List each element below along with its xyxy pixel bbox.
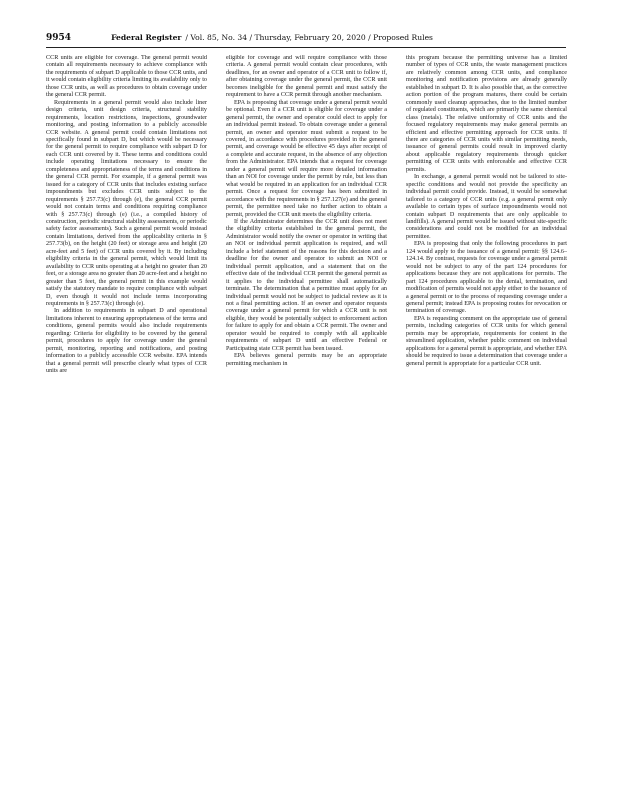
paragraph: EPA is proposing that coverage under a general permit would be optional. Even if a CCR unit is eligible for coverage under a general permit, the owner and operator could elect to apply for an individual permit instead. To obtain coverage under a general permit, an owner and operator must submit a request to be covered, in accordance with procedures provided in the general permit, and coverage would be effective 45 days after receipt of a complete and accurate request, in the absence of any objection from the Administrator. EPA intends that a request for coverage under a general permit will require more detailed information than an NOI for coverage under the permit by rule, but less than what would be required in an application for an individual CCR permit. Once a request for coverage has been submitted in accordance with the requirements in § 257.127(e) and the general permit, the permittee need take no further action to obtain a permit, provided the CCR unit meets the eligibility criteria.: [226, 99, 387, 218]
issue-info: / Vol. 85, No. 34 / Thursday, February 20, 2020 / Proposed Rules: [185, 33, 433, 42]
paragraph: In addition to requirements in subpart D and operational limitations inherent to ensuring appropriateness of the terms and conditions, general permits would also include requirements regarding: Criteria for eligibility to be covered by the general permit, procedures to apply for coverage under the general permit, monitoring, reporting and notifications, and posting information to a publicly accessible CCR website. EPA intends that a general permit will prescribe clearly what types of CCR units are: [46, 308, 207, 375]
paragraph: EPA is proposing that only the following procedures in part 124 would apply to the issuance of a general permit: §§ 124.6–124.14. By contrast, requests for coverage under a general permit would not be subject to any of the part 124 procedures for applications because they are not applications for permits. The part 124 procedures applicable to the denial, termination, and modification of permits would not apply either to the issuance of a general permit or to the process of requesting coverage under a general permit; instead EPA is proposing routes for revocation or termination of coverage.: [406, 241, 567, 315]
text-column-1: [46, 55, 207, 790]
text-column-2: [226, 55, 387, 790]
header-rule: [46, 47, 566, 48]
paragraph: eligible for coverage and will require compliance with those criteria. A general permit would contain clear procedures, with deadlines, for an owner and operator of a CCR unit to follow if, after obtaining coverage under the general permit, the CCR unit becomes ineligible for the general permit and must satisfy the requirement to have a CCR permit through another mechanism.: [226, 55, 387, 99]
paragraph: EPA believes general permits may be an appropriate permitting mechanism in: [226, 353, 387, 367]
paragraph: EPA is requesting comment on the appropriate use of general permits, including categories of CCR units for which general permits may be appropriate, requirements for content in the streamlined application, whether public comment on individual applications for a general permit is appropriate, and whether EPA should be required to issue a determination that coverage under a general permit is appropriate for a particular CCR unit.: [406, 315, 567, 367]
text-column-3: [406, 55, 567, 790]
running-header: [46, 33, 566, 45]
paragraph: CCR units are eligible for coverage. The general permit would contain all requirements necessary to achieve compliance with the requirements of subpart D applicable to those CCR units, and it would contain eligibility criteria limiting its availability only to those CCR units, as well as procedures to obtain coverage under the general CCR permit.: [46, 55, 207, 99]
paragraph: this program because the permitting universe has a limited number of types of CCR units, the waste management practices are relatively common among CCR units, and compliance monitoring and notification provisions are already generally established in subpart D. It is also possible that, as the corrective action portion of the program matures, there could be certain commonly used cleanup approaches, due to the limited number of regulated constituents, which are primarily the same chemical class (metals). The relative uniformity of CCR units and the focused regulatory requirements may make general permits an efficient and effective permitting approach for CCR units. If there are categories of CCR units with similar permitting needs, issuance of general permits could result in improved clarity about applicable regulatory requirements through quicker permitting of CCR units with enforceable and effective CCR permits.: [406, 55, 567, 173]
paragraph: If the Administrator determines the CCR unit does not meet the eligibility criteria established in the general permit, the Administrator would notify the owner or operator in writing that an NOI or individual permit application is required, and will include a brief statement of the reasons for this decision and a deadline for the owner and operator to submit an NOI or individual permit application, and a statement that on the effective date of the individual CCR permit the general permit as it applies to the individual permittee shall automatically terminate. The determination that a permittee must apply for an individual permit would not be subject to judicial review as it is not a final permitting action. If an owner and operator requests coverage under a general permit for which a CCR unit is not eligible, they would be potentially subject to enforcement action for failure to apply for and obtain a CCR permit. The owner and operator would be required to comply with all applicable requirements of subpart D until an effective Federal or Participating state CCR permit has been issued.: [226, 218, 387, 352]
text-columns: [46, 55, 568, 790]
publication-title: Federal Register: [111, 33, 182, 42]
page-number: 9954: [46, 33, 72, 43]
paragraph: Requirements in a general permit would also include liner design criteria, unit design criteria, structural stability requirements, location restrictions, inspections, groundwater monitoring, and posting information to a publicly accessible CCR website. A general permit could contain limitations not specifically found in subpart D, but which would be necessary for the general permit to require compliance with subpart D for each CCR unit covered by it. These terms and conditions could include operating limitations necessary to ensure the completeness and appropriateness of the terms and conditions in the general CCR permit. For example, if a general permit was issued for a category of CCR units that includes existing surface impoundments but excludes CCR units subject to the requirements § 257.73(c) through (e), the general CCR permit would not contain terms and conditions requiring compliance with § 257.73(c) through (e) (i.e., a compiled history of construction, periodic structural stability assessments, or periodic safety factor assessments). Such a general permit would instead contain limitations, derived from the applicability criteria in § 257.73(b), on the height (20 feet) or storage area and height (20 acre-feet and 5 feet) of CCR units covered by it. By including eligibility criteria in the general permit, which would limit its availability to CCR units operating at a height no greater than 20 feet, or a storage area no greater than 20 acre-feet and a height no greater than 5 feet, the general permit in this example would satisfy the statutory mandate to require compliance with subpart D, even though it would not include terms incorporating requirements in § 257.73(c) through (e).: [46, 99, 207, 307]
paragraph: In exchange, a general permit would not be tailored to site-specific conditions and would not provide the specificity an individual permit could provide. Instead, it would be somewhat tailored to a category of CCR units (e.g. a general permit only available to certain types of surface impoundments would not contain subpart D requirements that are only applicable to landfills). A general permit would be issued without site-specific considerations and could not be modified for an individual permittee.: [406, 174, 567, 240]
